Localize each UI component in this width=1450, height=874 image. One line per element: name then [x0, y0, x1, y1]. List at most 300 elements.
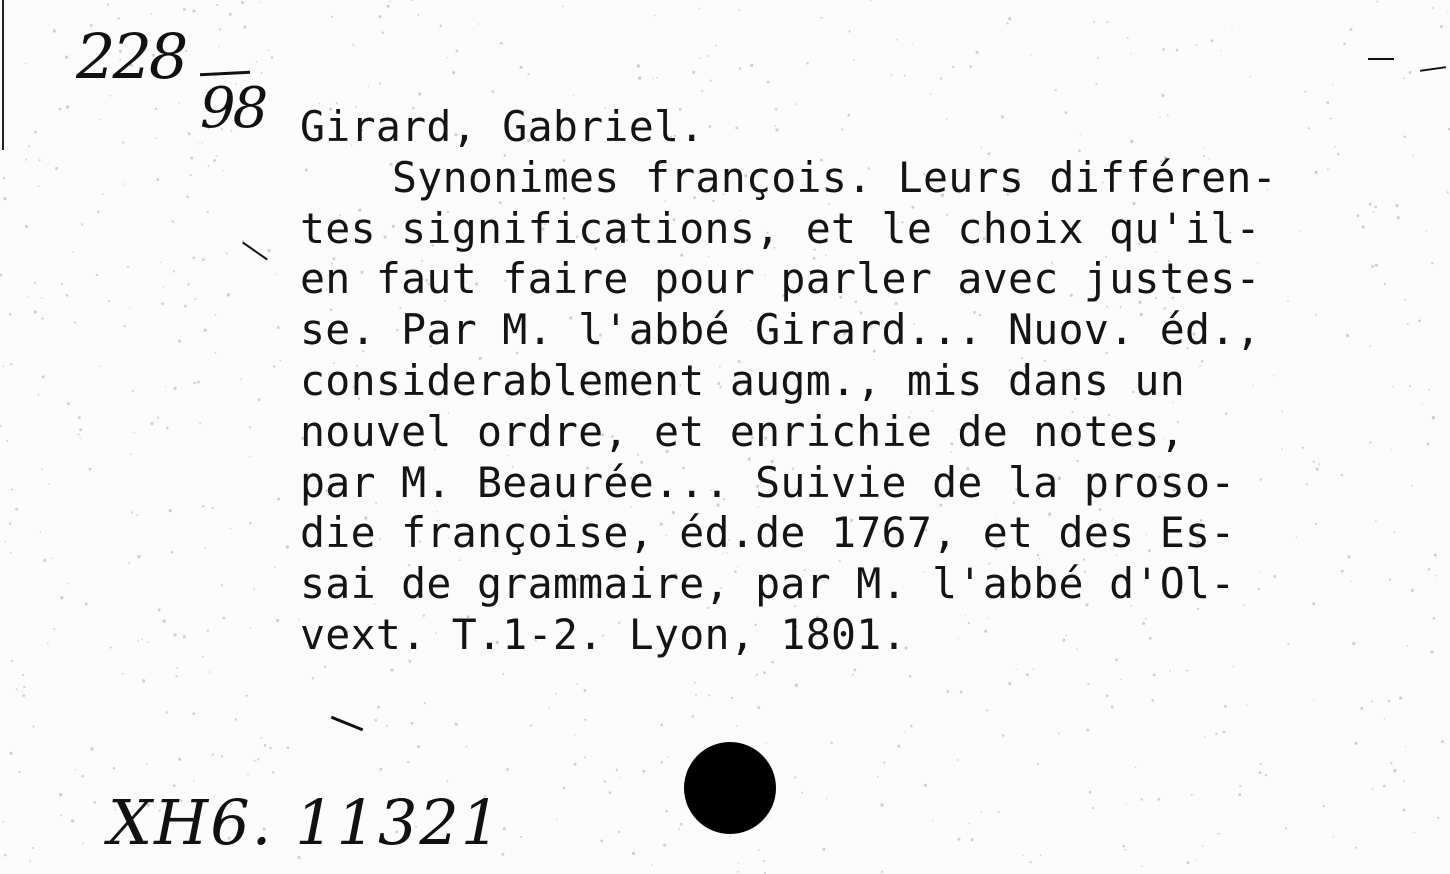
paper-speck: [275, 273, 276, 274]
paper-speck: [66, 105, 69, 108]
paper-speck: [446, 57, 447, 58]
paper-speck: [241, 1, 244, 4]
paper-speck: [1409, 71, 1412, 74]
paper-speck: [211, 754, 213, 756]
paper-speck: [184, 305, 187, 308]
paper-speck: [259, 2, 260, 3]
paper-speck: [730, 836, 732, 838]
paper-speck: [654, 15, 656, 17]
paper-speck: [110, 647, 112, 649]
paper-speck: [25, 63, 26, 64]
paper-speck: [1002, 734, 1005, 737]
paper-speck: [234, 718, 236, 720]
paper-speck: [179, 102, 181, 104]
paper-speck: [1447, 12, 1448, 13]
paper-speck: [22, 694, 25, 697]
paper-speck: [411, 722, 414, 725]
paper-speck: [9, 522, 12, 525]
paper-speck: [1040, 855, 1042, 857]
paper-speck: [113, 767, 116, 770]
paper-speck: [1372, 788, 1374, 790]
paper-speck: [1186, 669, 1188, 671]
paper-speck: [166, 711, 168, 713]
paper-speck: [1122, 845, 1125, 848]
paper-speck: [39, 159, 41, 161]
entry-line: se. Par M. l'abbé Girard... Nuov. éd.,: [300, 305, 1261, 355]
paper-speck: [1130, 53, 1131, 54]
paper-speck: [34, 310, 37, 313]
paper-speck: [67, 402, 70, 405]
paper-speck: [59, 108, 62, 111]
paper-speck: [708, 694, 710, 696]
paper-speck: [186, 196, 189, 199]
paper-speck: [969, 65, 972, 68]
paper-speck: [129, 308, 130, 309]
paper-speck: [93, 801, 96, 804]
paper-speck: [147, 641, 148, 642]
paper-speck: [249, 522, 252, 525]
paper-speck: [573, 95, 574, 96]
paper-speck: [1377, 1, 1379, 3]
paper-speck: [1087, 683, 1089, 685]
paper-speck: [280, 360, 281, 361]
paper-speck: [108, 300, 110, 302]
paper-speck: [173, 387, 176, 390]
paper-speck: [500, 42, 503, 45]
paper-speck: [352, 44, 354, 46]
paper-speck: [584, 756, 586, 758]
paper-speck: [1215, 733, 1217, 735]
pen-stroke-mark: [331, 716, 364, 732]
paper-speck: [1153, 673, 1156, 676]
paper-speck: [910, 725, 913, 728]
paper-speck: [1384, 718, 1385, 719]
paper-speck: [652, 78, 653, 79]
paper-speck: [207, 211, 209, 213]
paper-speck: [407, 761, 409, 763]
paper-speck: [660, 761, 663, 764]
paper-speck: [1093, 21, 1095, 23]
paper-speck: [701, 90, 703, 92]
paper-speck: [128, 562, 130, 564]
paper-speck: [124, 183, 126, 185]
paper-speck: [707, 55, 709, 57]
paper-speck: [737, 871, 739, 873]
paper-speck: [160, 262, 161, 263]
paper-speck: [90, 747, 93, 750]
paper-speck: [417, 14, 419, 16]
paper-speck: [1111, 705, 1114, 708]
paper-speck: [1095, 83, 1097, 85]
paper-speck: [155, 108, 157, 110]
paper-speck: [34, 282, 36, 284]
paper-speck: [150, 422, 153, 425]
paper-speck: [1006, 22, 1008, 24]
paper-speck: [680, 823, 683, 826]
paper-speck: [166, 427, 169, 430]
paper-speck: [60, 814, 62, 816]
paper-speck: [870, 0, 872, 2]
paper-speck: [79, 438, 80, 439]
paper-speck: [43, 559, 46, 562]
paper-speck: [276, 619, 279, 622]
paper-speck: [223, 617, 226, 620]
paper-speck: [79, 428, 82, 431]
paper-speck: [227, 293, 230, 296]
paper-speck: [957, 838, 960, 841]
paper-speck: [28, 296, 30, 298]
paper-speck: [452, 71, 455, 74]
paper-speck: [74, 321, 76, 323]
paper-speck: [21, 691, 22, 692]
paper-speck: [123, 325, 125, 327]
paper-speck: [173, 633, 176, 636]
paper-speck: [736, 725, 738, 727]
paper-speck: [632, 852, 635, 855]
paper-speck: [268, 49, 270, 51]
paper-speck: [187, 283, 189, 285]
paper-speck: [208, 165, 210, 167]
paper-speck: [1106, 694, 1109, 697]
paper-speck: [1158, 798, 1161, 801]
paper-speck: [253, 588, 255, 590]
bibliographic-entry: [300, 102, 1450, 661]
paper-speck: [71, 819, 74, 822]
paper-speck: [28, 145, 30, 147]
paper-speck: [466, 746, 468, 748]
paper-speck: [1403, 77, 1405, 79]
paper-speck: [854, 669, 857, 672]
paper-speck: [197, 381, 200, 384]
paper-speck: [188, 132, 191, 135]
paper-speck: [226, 252, 228, 254]
paper-speck: [18, 771, 20, 773]
paper-speck: [192, 10, 195, 13]
paper-speck: [207, 629, 209, 631]
paper-speck: [368, 86, 369, 87]
paper-speck: [1141, 866, 1142, 867]
paper-speck: [75, 769, 76, 770]
paper-speck: [1125, 803, 1126, 804]
paper-speck: [1238, 793, 1241, 796]
paper-speck: [574, 734, 575, 735]
paper-speck: [1250, 76, 1252, 78]
paper-speck: [440, 25, 443, 28]
paper-speck: [209, 671, 211, 673]
paper-speck: [183, 8, 186, 11]
paper-speck: [520, 836, 522, 838]
paper-speck: [678, 828, 680, 830]
paper-speck: [3, 197, 6, 200]
author-heading: Girard, Gabriel.: [300, 102, 705, 151]
paper-speck: [1217, 833, 1219, 835]
paper-speck: [577, 683, 579, 685]
entry-line: par M. Beaurée... Suivie de la proso-: [300, 457, 1236, 507]
paper-speck: [130, 453, 132, 455]
paper-speck: [215, 352, 217, 354]
paper-speck: [6, 440, 8, 442]
paper-speck: [382, 31, 384, 33]
paper-speck: [1304, 91, 1306, 93]
entry-line: die françoise, éd.de 1767, et des Es-: [300, 508, 1236, 558]
paper-speck: [201, 142, 202, 143]
paper-speck: [1313, 699, 1314, 700]
paper-speck: [10, 552, 12, 554]
paper-speck: [1223, 731, 1226, 734]
paper-speck: [312, 677, 314, 679]
paper-speck: [9, 313, 11, 315]
shelf-mark-top: 228: [76, 20, 186, 93]
paper-speck: [387, 5, 390, 8]
paper-speck: [274, 566, 276, 568]
paper-speck: [240, 379, 242, 381]
paper-speck: [158, 608, 161, 611]
paper-speck: [151, 13, 153, 15]
paper-speck: [34, 131, 37, 134]
paper-speck: [881, 871, 883, 873]
paper-speck: [52, 558, 53, 559]
paper-speck: [692, 71, 695, 74]
paper-speck: [216, 155, 218, 157]
paper-speck: [877, 776, 879, 778]
paper-speck: [455, 723, 458, 726]
paper-speck: [271, 56, 274, 59]
paper-speck: [1140, 798, 1142, 800]
paper-speck: [216, 4, 218, 6]
paper-speck: [60, 596, 63, 599]
paper-speck: [1195, 860, 1196, 861]
paper-speck: [1106, 21, 1108, 23]
paper-speck: [1343, 42, 1346, 45]
paper-speck: [243, 25, 246, 28]
paper-speck: [1405, 746, 1406, 747]
pen-stroke-mark: [1368, 58, 1394, 60]
paper-speck: [223, 170, 224, 171]
paper-speck: [127, 266, 129, 268]
paper-speck: [620, 777, 621, 778]
paper-speck: [41, 317, 43, 319]
paper-speck: [142, 679, 145, 682]
paper-speck: [710, 79, 712, 81]
paper-speck: [157, 417, 159, 419]
paper-speck: [806, 62, 808, 64]
paper-speck: [136, 514, 138, 516]
paper-speck: [378, 15, 381, 18]
paper-speck: [97, 210, 100, 213]
paper-speck: [68, 583, 70, 585]
paper-speck: [218, 46, 219, 47]
paper-speck: [897, 745, 900, 748]
paper-speck: [731, 697, 733, 699]
paper-speck: [924, 784, 927, 787]
paper-speck: [171, 551, 174, 554]
entry-line: vext. T.1-2. Lyon, 1801.: [300, 609, 907, 659]
paper-speck: [1033, 668, 1035, 670]
paper-speck: [826, 798, 827, 799]
paper-speck: [192, 257, 195, 260]
paper-speck: [11, 489, 13, 491]
paper-speck: [23, 686, 25, 688]
paper-speck: [1092, 807, 1094, 809]
paper-speck: [0, 425, 1, 427]
paper-speck: [1202, 845, 1204, 847]
paper-speck: [700, 57, 701, 58]
paper-speck: [890, 74, 892, 76]
paper-speck: [556, 818, 557, 819]
paper-speck: [455, 50, 458, 53]
paper-speck: [555, 693, 557, 695]
paper-speck: [853, 59, 855, 61]
paper-speck: [32, 847, 34, 849]
paper-speck: [219, 28, 221, 30]
paper-speck: [410, 0, 412, 1]
paper-speck: [213, 159, 216, 162]
paper-speck: [11, 660, 13, 662]
paper-speck: [1355, 847, 1357, 849]
paper-speck: [66, 294, 69, 297]
paper-speck: [2, 821, 4, 823]
paper-speck: [503, 827, 506, 830]
paper-speck: [769, 817, 770, 818]
paper-speck: [175, 675, 177, 677]
paper-speck: [229, 13, 232, 16]
paper-speck: [1285, 827, 1287, 829]
paper-speck: [766, 743, 767, 744]
paper-speck: [253, 759, 255, 761]
paper-speck: [1390, 762, 1392, 764]
paper-speck: [940, 77, 942, 79]
paper-speck: [1161, 94, 1164, 97]
paper-speck: [178, 758, 181, 761]
paper-speck: [41, 297, 43, 299]
paper-speck: [33, 726, 35, 728]
paper-speck: [830, 742, 832, 744]
paper-speck: [193, 382, 195, 384]
paper-speck: [502, 673, 504, 675]
paper-speck: [131, 511, 133, 513]
paper-speck: [199, 423, 201, 425]
paper-speck: [1151, 699, 1154, 702]
paper-speck: [767, 81, 770, 84]
paper-speck: [379, 83, 381, 85]
paper-speck: [247, 774, 249, 776]
paper-speck: [739, 67, 742, 70]
paper-speck: [165, 386, 166, 387]
paper-speck: [694, 682, 696, 684]
entry-line: considerablement augm., mis dans un: [300, 355, 1185, 405]
card-edge-line: [2, 0, 4, 150]
paper-speck: [642, 770, 645, 773]
paper-speck: [1360, 707, 1363, 710]
paper-speck: [638, 77, 641, 80]
paper-speck: [1016, 669, 1017, 670]
paper-speck: [820, 17, 822, 19]
paper-speck: [637, 64, 640, 67]
paper-speck: [59, 793, 62, 796]
paper-speck: [1008, 17, 1011, 20]
paper-speck: [1037, 763, 1039, 765]
paper-speck: [604, 780, 606, 782]
paper-speck: [1008, 682, 1011, 685]
paper-speck: [55, 167, 58, 170]
paper-speck: [665, 810, 668, 813]
paper-speck: [1121, 679, 1123, 681]
paper-speck: [506, 768, 509, 771]
paper-speck: [137, 555, 140, 558]
paper-speck: [286, 545, 289, 548]
paper-speck: [269, 747, 271, 749]
paper-speck: [264, 744, 267, 747]
paper-speck: [163, 619, 166, 622]
entry-line: sai de grammaire, par M. l'abbé d'Ol-: [300, 559, 1236, 609]
paper-speck: [848, 30, 850, 32]
paper-speck: [72, 251, 74, 253]
paper-speck: [527, 73, 529, 75]
paper-speck: [763, 671, 766, 674]
paper-speck: [520, 66, 523, 69]
paper-speck: [377, 706, 380, 709]
paper-speck: [583, 689, 586, 692]
paper-speck: [78, 416, 81, 419]
paper-speck: [1259, 771, 1262, 774]
paper-speck: [905, 731, 906, 732]
paper-speck: [1441, 740, 1444, 743]
paper-speck: [85, 603, 88, 606]
paper-speck: [169, 509, 172, 512]
paper-speck: [277, 326, 280, 329]
paper-speck: [969, 823, 971, 825]
paper-speck: [161, 302, 164, 305]
paper-speck: [1349, 28, 1352, 31]
paper-speck: [163, 286, 164, 287]
paper-speck: [3, 365, 5, 367]
paper-speck: [1239, 785, 1241, 787]
paper-speck: [5, 541, 6, 542]
paper-speck: [287, 746, 290, 749]
paper-speck: [221, 755, 223, 757]
paper-speck: [47, 643, 49, 645]
paper-speck: [256, 61, 258, 63]
entry-line: nouvel ordre, et enrichie de notes,: [300, 406, 1185, 456]
paper-speck: [249, 426, 251, 428]
paper-speck: [41, 468, 43, 470]
paper-speck: [110, 95, 112, 97]
paper-speck: [374, 719, 377, 722]
paper-speck: [268, 249, 271, 252]
paper-speck: [1023, 855, 1024, 856]
paper-speck: [324, 665, 326, 667]
paper-speck: [695, 694, 697, 696]
paper-speck: [204, 547, 206, 549]
paper-speck: [1224, 705, 1227, 708]
paper-speck: [1231, 27, 1232, 28]
paper-speck: [25, 225, 28, 228]
paper-speck: [1220, 50, 1221, 51]
paper-speck: [230, 528, 231, 529]
paper-speck: [692, 715, 694, 717]
paper-speck: [479, 23, 480, 24]
paper-speck: [172, 220, 174, 222]
paper-speck: [4, 854, 7, 857]
paper-speck: [418, 92, 421, 95]
paper-speck: [134, 432, 135, 433]
paper-speck: [122, 141, 124, 143]
paper-speck: [492, 90, 495, 93]
paper-speck: [99, 119, 101, 121]
paper-speck: [616, 769, 619, 772]
paper-speck: [1403, 809, 1406, 812]
paper-speck: [1333, 836, 1334, 837]
